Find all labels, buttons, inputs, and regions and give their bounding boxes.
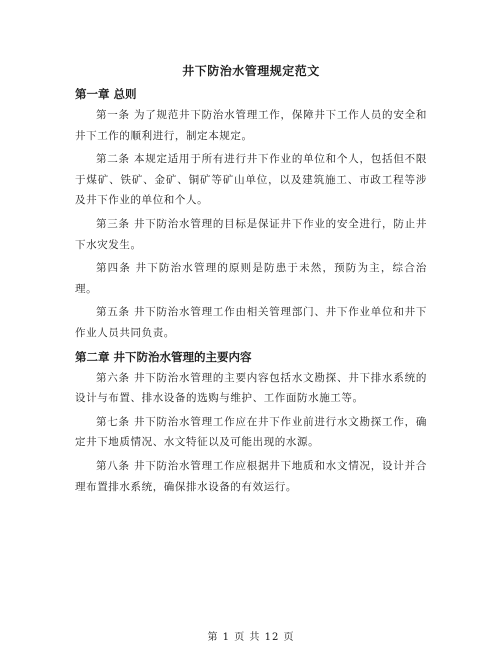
page-footer: 第 1 页 共 12 页 bbox=[207, 632, 295, 643]
document-title: 井下防治水管理规定范文 bbox=[182, 64, 320, 78]
article-4: 第四条 井下防治水管理的原则是防患于未然，预防为主，综合治理。 bbox=[75, 262, 427, 295]
article-3: 第三条 井下防治水管理的目标是保证井下作业的安全进行，防止井下水灾发生。 bbox=[75, 217, 427, 251]
article-6: 第六条 井下防治水管理的主要内容包括水文勘探、井下排水系统的设计与布置、排水设备的选购与维护、工作面防水施工等。 bbox=[75, 371, 427, 405]
document-body bbox=[75, 84, 427, 500]
chapter-2-heading: 第二章 井下防治水管理的主要内容 bbox=[75, 349, 252, 364]
article-8: 第八条 井下防治水管理工作应根据井下地质和水文情况，设计并合理布置排水系统，确保排水设备的有效运行。 bbox=[75, 459, 427, 493]
article-5: 第五条 井下防治水管理工作由相关管理部门、井下作业单位和井下作业人员共同负责。 bbox=[75, 306, 427, 339]
article-2: 第二条 本规定适用于所有进行井下作业的单位和个人，包括但不限于煤矿、铁矿、金矿、铜矿等矿山单位，以及建筑施工、市政工程等涉及井下作业的单位和个人。 bbox=[75, 153, 427, 207]
article-7: 第七条 井下防治水管理工作应在井下作业前进行水文勘探工作，确定井下地质情况、水文特征以及可能出现的水源。 bbox=[75, 415, 427, 449]
article-1: 第一条 为了规范井下防治水管理工作，保障井下工作人员的安全和井下工作的顺利进行，制定本规定。 bbox=[75, 109, 427, 142]
chapter-1-heading: 第一章 总则 bbox=[75, 87, 137, 101]
